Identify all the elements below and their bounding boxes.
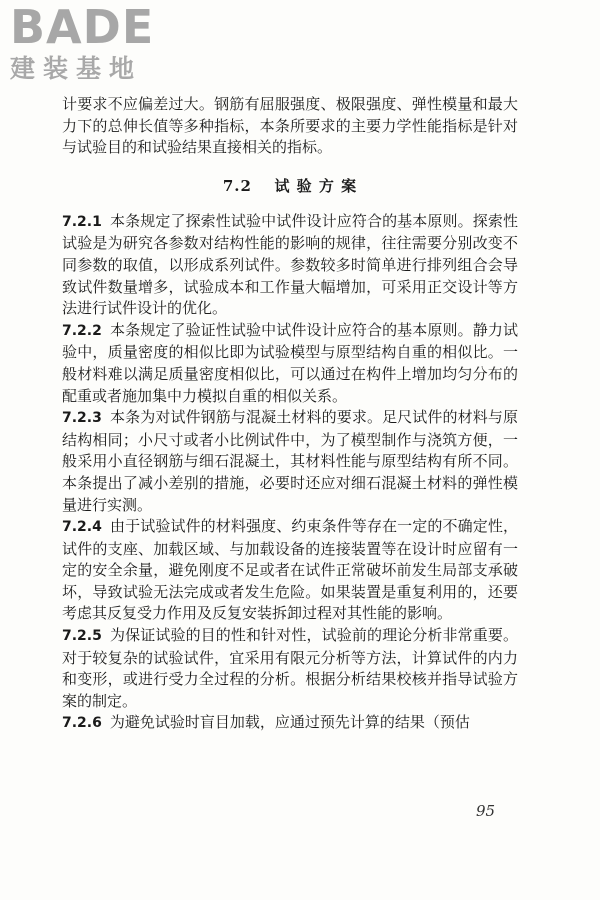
clause-paragraph [62, 407, 518, 516]
clause-number: 7.2.5 [62, 628, 102, 645]
clause-paragraph [62, 625, 518, 712]
clause-text: 为保证试验的目的性和针对性，试验前的理论分析非常重要。对于较复杂的试验试件，宜采用有限元分析等方法，计算试件的内力和变形，或进行受力全过程的分析。根据分析结果校核并指导试验方案的制定。 [62, 626, 518, 710]
clause-paragraph [62, 320, 518, 407]
clause-text: 本条为对试件钢筋与混凝土材料的要求。足尺试件的材料与原结构相同；小尺寸或者小比例试件中，为了模型制作与浇筑方便，一般采用小直径钢筋与细石混凝土，其材料性能与原型结构有所不同。本条提出了减小差别的措施，必要时还应对细石混凝土材料的弹性模量进行实测。 [62, 408, 518, 514]
clause-paragraph [62, 712, 518, 735]
section-title: 试 验 方 案 [274, 176, 358, 195]
logo-wordmark: BADE [10, 0, 155, 54]
clause-number: 7.2.6 [62, 715, 102, 732]
section-heading [62, 175, 518, 197]
section-number: 7.2 [222, 176, 252, 195]
clause-text: 本条规定了探索性试验中试件设计应符合的基本原则。探索性试验是为研究各参数对结构性能的影响的规律，往往需要分别改变不同参数的取值，以形成系列试件。参数较多时简单进行排列组合会导致试件数量增多，试验成本和工作量大幅增加，可采用正交设计等方法进行试件设计的优化。 [62, 211, 518, 318]
clause-text: 由于试验试件的材料强度、约束条件等存在一定的不确定性，试件的支座、加载区域、与加载设备的连接装置等在设计时应留有一定的安全余量，避免刚度不足或者在试件正常破坏前发生局部支承破坏，导致试验无法完成或者发生危险。如果装置是重复利用的，还要考虑其反复受力作用及反复安装拆卸过程对其性能的影响。 [62, 517, 518, 623]
clause-number: 7.2.3 [62, 410, 102, 427]
page-body [62, 94, 518, 735]
page-number: 95 [476, 802, 496, 820]
clause-number: 7.2.4 [62, 519, 102, 536]
clause-number: 7.2.1 [62, 213, 102, 230]
logo-tagline: 建装基地 [10, 54, 143, 83]
clause-number: 7.2.2 [62, 322, 102, 339]
clause-paragraph [62, 211, 518, 320]
clause-text: 为避免试验时盲目加载，应通过预先计算的结果（预估 [109, 713, 470, 732]
clause-text: 本条规定了验证性试验中试件设计应符合的基本原则。静力试验中，质量密度的相似比即为试验模型与原型结构自重的相似比。一般材料难以满足质量密度相似比，可以通过在构件上增加均匀分布的配重或者施加集中力模拟自重的相似关系。 [62, 320, 518, 405]
intro-paragraph: 计要求不应偏差过大。钢筋有屈服强度、极限强度、弹性模量和最大力下的总伸长值等多种指标，本条所要求的主要力学性能指标是针对与试验目的和试验结果直接相关的指标。 [62, 95, 518, 157]
clause-paragraph [62, 516, 518, 625]
brand-logo [10, 0, 180, 90]
